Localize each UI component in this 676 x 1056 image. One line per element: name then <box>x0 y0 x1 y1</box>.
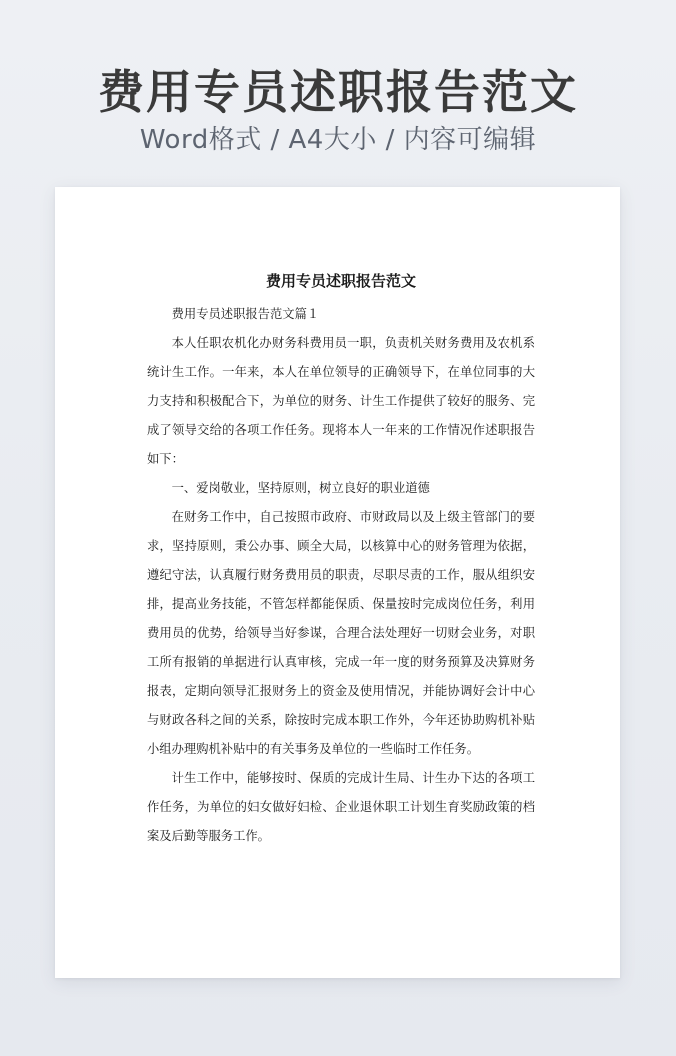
section-heading: 费用专员述职报告范文篇１ <box>171 307 320 321</box>
paragraph: 本人任职农机化办财务科费用员一职，负责机关财务费用及农机系统计生工作。一年来，本人在单位领导的正确领导下，在单位同事的大力支持和积极配合下，为单位的财务、计生工作提供了较好的服务、完成了领导交给的各项工作任务。现将本人一年来的工作情况作述职报告如下： <box>147 336 535 466</box>
document-title: 费用专员述职报告范文 <box>265 272 416 290</box>
document-body <box>147 271 535 851</box>
paragraph: 在财务工作中，自己按照市政府、市财政局以及上级主管部门的要求，坚持原则，秉公办事、顾全大局，以核算中心的财务管理为依据，遵纪守法，认真履行财务费用员的职责，尽职尽责的工作，服从组织安排，提高业务技能，不管怎样都能保质、保量按时完成岗位任务，利用费用员的优势，给领导当好参谋，合理合法处理好一切财会业务，对职工所有报销的单据进行认真审核，完成一年一度的财务预算及决算财务报表，定期向领导汇报财务上的资金及使用情况，并能协调好会计中心与财政各科之间的关系，除按时完成本职工作外，今年还协助购机补贴小组办理购机补贴中的有关事务及单位的一些临时工作任务。 <box>147 510 535 756</box>
paragraph: 计生工作中，能够按时、保质的完成计生局、计生办下达的各项工作任务，为单位的妇女做好妇检、企业退休职工计划生育奖励政策的档案及后勤等服务工作。 <box>147 771 535 843</box>
document-page <box>55 187 620 978</box>
subtitle: Word格式 / A4大小 / 内容可编辑 <box>139 125 537 155</box>
subsection-heading: 一、爱岗敬业，坚持原则，树立良好的职业道德 <box>171 481 430 495</box>
main-title: 费用专员述职报告范文 <box>98 65 578 119</box>
page-header <box>0 62 676 158</box>
